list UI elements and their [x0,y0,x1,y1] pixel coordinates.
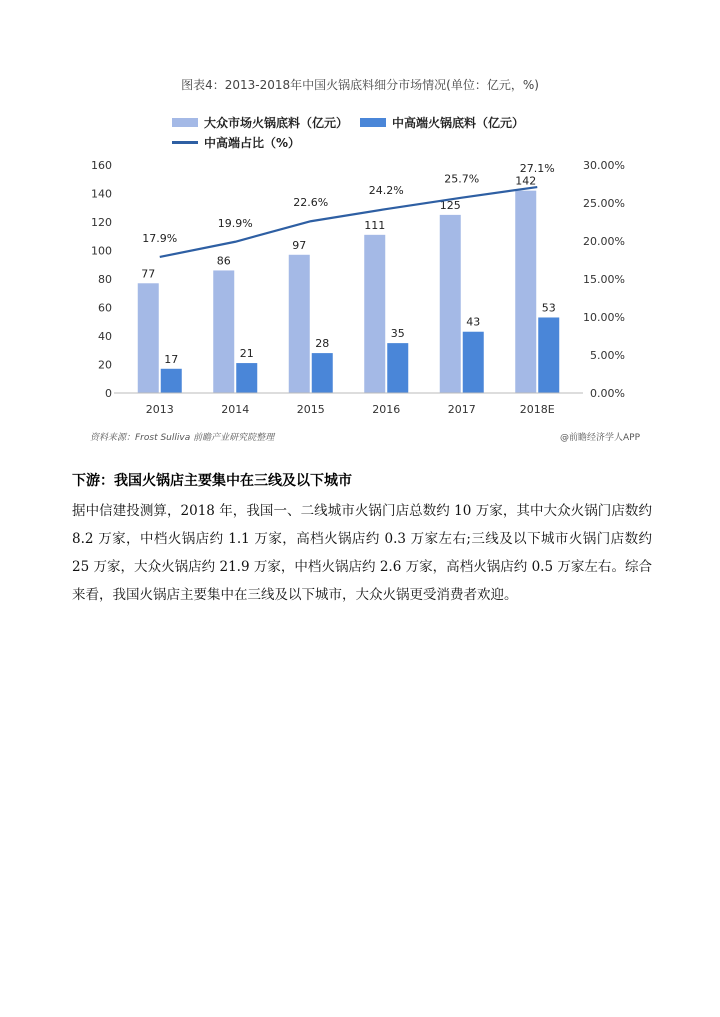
combo-chart [0,150,720,425]
data-label-premium-2018E: 53 [541,301,556,315]
x-tick-label-2018E: 2018E [519,403,555,416]
ratio-line-group [142,162,554,257]
x-tick-label-2017: 2017 [447,403,476,416]
y-tick-label-140: 140 [91,187,112,201]
y-tick-label-0: 0 [105,387,112,400]
bar-premium-2013 [161,369,182,393]
data-label-ratio-2014: 19.9% [217,216,253,230]
y-tick-label-160: 160 [91,159,112,172]
data-label-premium-2015: 28 [315,337,330,351]
figure-title: 图表4：2013-2018年中国火锅底料细分市场情况(单位：亿元，%) [181,78,539,92]
legend-item-premium [360,114,524,131]
section-heading: 下游：我国火锅店主要集中在三线及以下城市 [72,473,352,489]
legend-label-ratio: 中高端占比（%） [204,136,301,150]
y2-tick-label-10.00%: 10.00% [583,311,625,324]
y2-tick-label-15.00%: 15.00% [583,273,625,286]
data-label-mass-2013: 77 [141,267,156,281]
bar-mass-2017 [440,215,461,393]
data-label-ratio-2016: 24.2% [368,184,404,198]
x-tick-label-2015: 2015 [296,403,325,416]
body-paragraph: 据中信建投测算，2018 年，我国一、二线城市火锅门店总数约 10 万家，其中大众火锅门店数约 8.2 万家，中档火锅店约 1.1 万家，高档火锅店约 0.3 万家左右;三线及以下城市火锅门店数约 25 万家，大众火锅店约 21.9 万家，中档火锅店约 2.6 万家，高档火锅店约 0.5 万家左右。综合来看，我国火锅店主要集中在三线及以下城市，大众火锅更受消费者欢迎。 [72,503,652,603]
bar-premium-2015 [312,353,333,393]
figure-source: 资料来源：Frost Sulliva 前瞻产业研究院整理 [90,433,275,443]
bar-premium-2014 [236,363,257,393]
data-label-mass-2014: 86 [216,254,231,268]
y2-tick-label-5.00%: 5.00% [590,349,625,362]
legend-item-ratio [172,134,300,151]
ratio-line [160,187,538,257]
legend-swatch-mass [172,118,198,127]
legend-swatch-ratio [172,141,198,144]
legend-label-premium: 中高端火锅底料（亿元） [392,116,525,130]
y-tick-label-20: 20 [98,358,112,372]
bar-mass-2015 [289,255,310,393]
x-tick-label-2013: 2013 [145,403,174,416]
data-label-premium-2014: 21 [239,347,254,361]
x-tick-label-2014: 2014 [221,403,250,416]
data-label-mass-2018E: 142 [515,174,537,188]
data-label-mass-2017: 125 [439,198,461,212]
data-label-mass-2016: 111 [364,218,386,232]
y-tick-label-40: 40 [98,330,112,343]
y-tick-label-100: 100 [91,244,112,258]
bar-premium-2016 [387,343,408,393]
legend-item-mass [172,114,348,131]
bar-mass-2016 [364,235,385,393]
data-label-ratio-2013: 17.9% [142,231,178,245]
y2-tick-label-0.00%: 0.00% [590,387,625,400]
bar-premium-2018E [538,317,559,393]
legend-label-mass: 大众市场火锅底料（亿元） [204,116,349,130]
data-label-ratio-2017: 25.7% [444,172,480,186]
bar-mass-2013 [138,283,159,393]
y-tick-label-120: 120 [91,216,112,229]
x-tick-label-2016: 2016 [372,403,401,416]
y2-tick-label-25.00%: 25.00% [583,197,625,210]
figure-credit: @前瞻经济学人APP [559,433,640,443]
bars-group [138,172,560,393]
y2-tick-label-20.00%: 20.00% [583,235,625,248]
data-label-mass-2015: 97 [292,238,307,252]
data-label-ratio-2018E: 27.1% [519,162,555,176]
bar-mass-2014 [213,270,234,393]
bar-premium-2017 [463,332,484,393]
y-tick-label-80: 80 [98,273,112,286]
data-label-ratio-2015: 22.6% [293,196,329,210]
data-label-premium-2013: 17 [164,352,179,366]
data-label-premium-2017: 43 [466,315,481,329]
legend-swatch-premium [360,118,386,127]
data-label-premium-2016: 35 [390,327,405,341]
y-tick-label-60: 60 [98,301,112,315]
bar-mass-2018E [515,191,536,393]
y2-tick-label-30.00%: 30.00% [583,159,625,172]
